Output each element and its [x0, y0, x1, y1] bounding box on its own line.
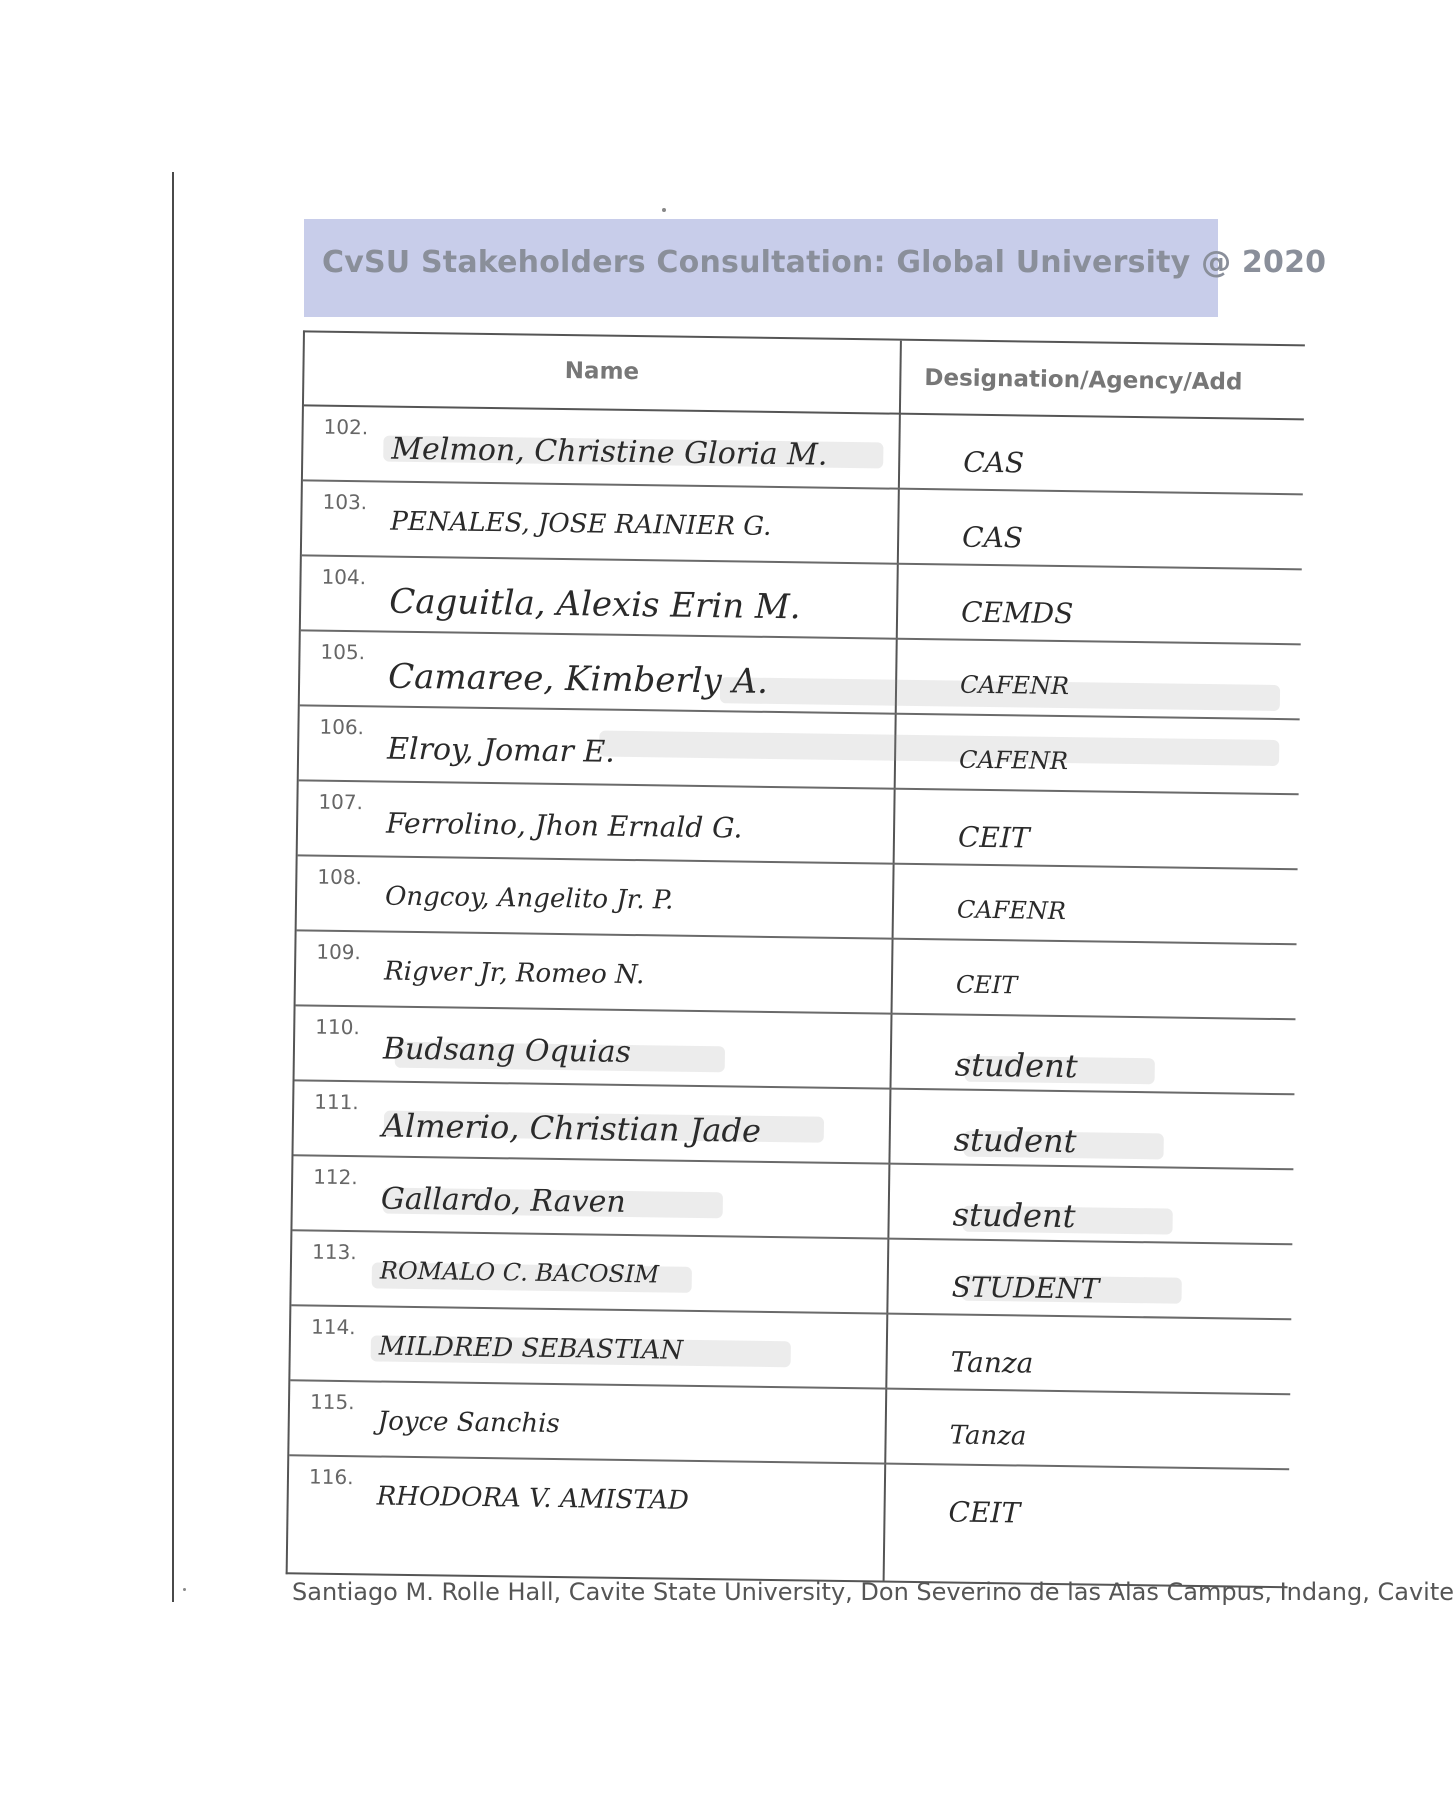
row-number: 113. [311, 1239, 357, 1265]
attendee-designation: CAFENR [956, 895, 1067, 926]
table-row [303, 406, 1304, 495]
attendee-name: Ongcoy, Angelito Jr. P. [384, 881, 674, 916]
table-row [302, 481, 1303, 570]
attendance-table [286, 330, 1305, 1588]
table-row [297, 856, 1298, 945]
table-row [296, 931, 1297, 1020]
attendance-sheet [260, 330, 1272, 1588]
footer-address: Santiago M. Rolle Hall, Cavite State University, Don Severino de las Alas Campus, Indang, Cavite [292, 1578, 1454, 1606]
table-row [289, 1381, 1290, 1470]
attendee-designation: Tanza [950, 1345, 1034, 1380]
attendee-designation: student [954, 1045, 1078, 1086]
attendee-designation: CEIT [948, 1495, 1021, 1530]
row-number: 107. [318, 789, 364, 815]
row-number: 115. [309, 1389, 355, 1415]
attendee-designation: student [953, 1120, 1077, 1161]
table-row [295, 1006, 1296, 1095]
attendee-designation: CEIT [955, 970, 1018, 1000]
header-name: Name [564, 358, 640, 386]
row-number: 116. [308, 1464, 354, 1490]
attendee-name: Rigver Jr, Romeo N. [383, 956, 645, 991]
table-row [293, 1081, 1294, 1170]
table-header [304, 332, 1305, 420]
row-number: 108. [317, 864, 363, 890]
table-row [292, 1156, 1293, 1245]
table-row [300, 631, 1301, 720]
attendee-name: MILDRED SEBASTIAN [378, 1331, 684, 1366]
attendee-name: RHODORA V. AMISTAD [376, 1481, 690, 1516]
attendee-name: PENALES, JOSE RAINIER G. [390, 506, 772, 542]
table-body [288, 406, 1304, 1545]
row-number: 105. [320, 639, 366, 665]
attendee-designation: CAFENR [958, 745, 1069, 776]
attendee-name: Melmon, Christine Gloria M. [391, 431, 828, 473]
attendee-name: Joyce Sanchis [377, 1406, 560, 1440]
row-number: 112. [313, 1164, 358, 1190]
row-number: 109. [316, 939, 362, 965]
attendee-designation: Tanza [949, 1420, 1027, 1452]
attendee-designation: CEMDS [960, 595, 1074, 631]
row-number: 111. [314, 1089, 359, 1115]
table-row [291, 1231, 1292, 1320]
attendee-name: Caguitla, Alexis Erin M. [388, 581, 801, 628]
row-number: 114. [310, 1314, 356, 1340]
attendee-designation: CAFENR [959, 670, 1070, 701]
table-row [299, 706, 1300, 795]
row-number: 103. [322, 489, 368, 515]
header-designation: Designation/Agency/Add [924, 365, 1243, 396]
attendee-name: ROMALO C. BACOSIM [379, 1256, 660, 1289]
attendee-designation: STUDENT [951, 1270, 1100, 1306]
attendee-name: Almerio, Christian Jade [381, 1106, 762, 1150]
attendee-designation: CEIT [957, 820, 1030, 855]
row-number: 110. [315, 1014, 360, 1040]
attendee-name: Budsang Oquias [382, 1031, 632, 1071]
attendee-designation: CAS [962, 445, 1025, 480]
page-edge-line [172, 172, 174, 1602]
attendee-name: Gallardo, Raven [380, 1181, 626, 1220]
table-row [288, 1456, 1289, 1545]
table-row [301, 556, 1302, 645]
row-number: 102. [323, 414, 369, 440]
attendee-name: Ferrolino, Jhon Ernald G. [385, 806, 743, 845]
title-banner [304, 219, 1327, 317]
row-number: 104. [321, 564, 367, 590]
attendee-designation: student [952, 1195, 1076, 1236]
scan-speck [662, 208, 666, 212]
attendee-name: Elroy, Jomar E. [386, 731, 616, 770]
table-row [298, 781, 1299, 870]
attendee-name: Camaree, Kimberly A. [387, 656, 769, 702]
scan-smudge [599, 731, 1279, 766]
document-title: CvSU Stakeholders Consultation: Global University @ 2020 [322, 245, 1327, 280]
attendee-designation: CAS [961, 520, 1024, 555]
table-row [290, 1306, 1291, 1395]
row-number: 106. [319, 714, 365, 740]
scan-speck [183, 1588, 186, 1591]
